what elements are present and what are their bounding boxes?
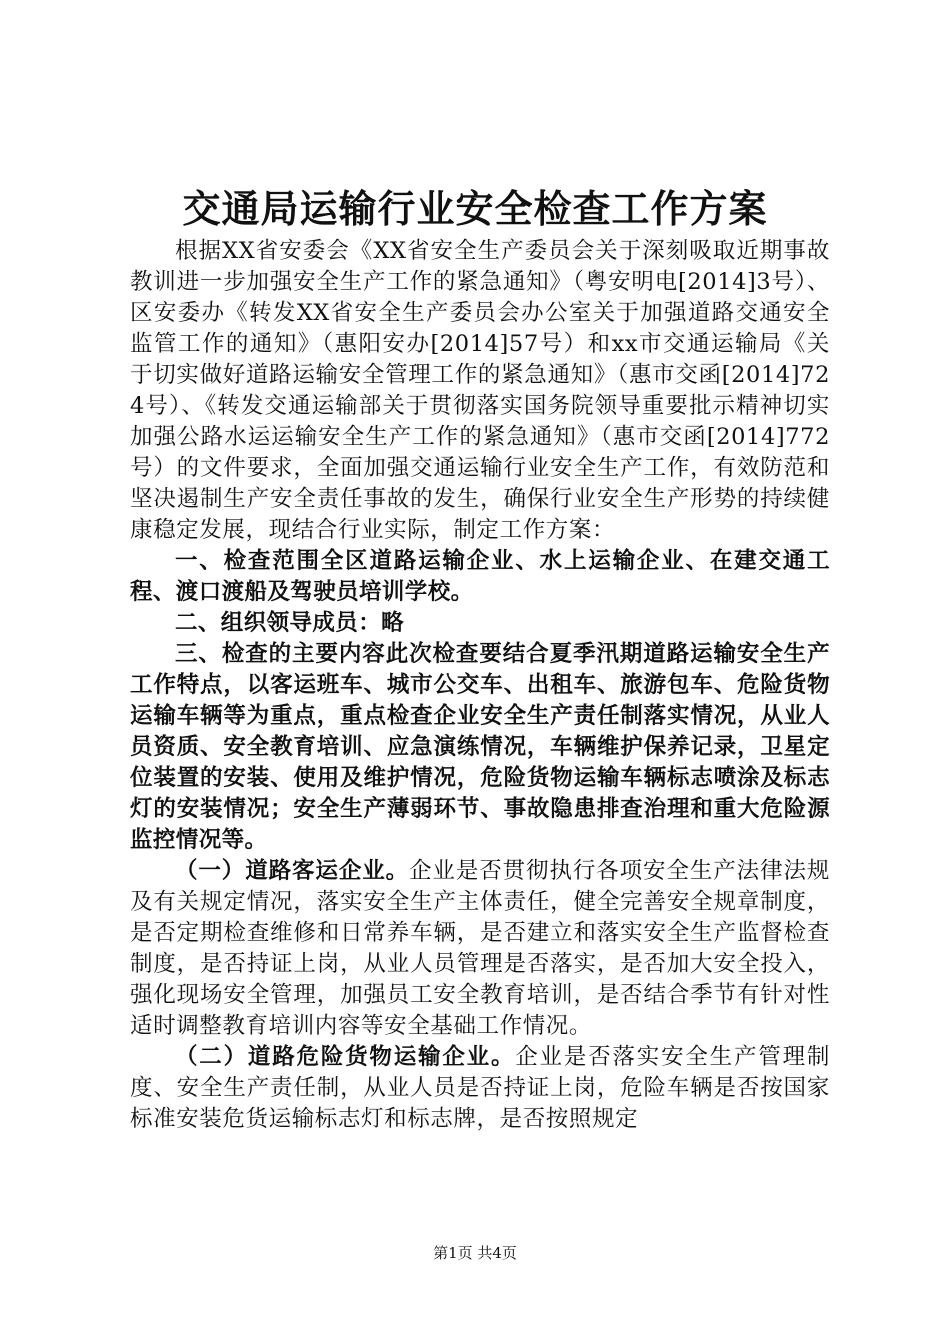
document-title: 交通局运输行业安全检查工作方案 <box>182 186 768 231</box>
section-1-text: 一、检查范围全区道路运输企业、水上运输企业、在建交通工程、渡口渡船及驾驶员培训学校。 <box>130 548 830 605</box>
section-2-leadership <box>130 608 830 639</box>
page-number-footer: 第1页 共4页 <box>433 1244 517 1262</box>
subsection-dangerous-goods <box>130 1042 830 1135</box>
section-3-text: 三、检查的主要内容此次检查要结合夏季汛期道路运输安全生产工作特点，以客运班车、城市公交车、出租车、旅游包车、危险货物运输车辆等为重点，重点检查企业安全生产责任制落实情况，从业人员资质、安全教育培训、应急演练情况，车辆维护保养记录，卫星定位装置的安装、使用及维护情况，危险货物运输车辆标志喷涂及标志灯的安装情况；安全生产薄弱环节、事故隐患排查治理和重大危险源监控情况等。 <box>130 641 830 853</box>
document-body <box>130 236 830 1135</box>
intro-paragraph-text: 根据XX省安委会《XX省安全生产委员会关于深刻吸取近期事故教训进一步加强安全生产工作的紧急通知》（粤安明电[2014]3号）、区安委办《转发XX省安全生产委员会办公室关于加强道路交通安全监管工作的通知》（惠阳安办[2014]57号）和xx市交通运输局《关于切实做好道路运输安全管理工作的紧急通知》（惠市交函[2014]724号）、《转发交通运输部关于贯彻落实国务院领导重要批示精神切实加强公路水运运输安全生产工作的紧急通知》（惠市交函[2014]772号）的文件要求，全面加强交通运输行业安全生产工作，有效防范和坚决遏制生产安全责任事故的发生，确保行业安全生产形势的持续健康稳定发展，现结合行业实际，制定工作方案： <box>130 238 830 543</box>
section-2-text: 二、组织领导成员：略 <box>175 610 405 636</box>
intro-paragraph <box>130 236 830 546</box>
subsection-passenger-transport <box>130 856 830 1042</box>
section-1-scope <box>130 546 830 608</box>
section-3-content <box>130 639 830 856</box>
subsection-dangerous-goods-text: 企业是否落实安全生产管理制度、安全生产责任制，从业人员是否持证上岗，危险车辆是否按国家标准安装危货运输标志灯和标志牌，是否按照规定 <box>130 1044 830 1132</box>
subsection-dangerous-goods-heading: （二）道路危险货物运输企业。 <box>175 1044 516 1070</box>
subsection-passenger-text: 企业是否贯彻执行各项安全生产法律法规及有关规定情况，落实安全生产主体责任，健全完善安全规章制度，是否定期检查维修和日常养车辆，是否建立和落实安全生产监督检查制度，是否持证上岗，从业人员管理是否落实，是否加大安全投入，强化现场安全管理，加强员工安全教育培训，是否结合季节有针对性适时调整教育培训内容等安全基础工作情况。 <box>130 858 830 1039</box>
subsection-passenger-heading: （一）道路客运企业。 <box>175 858 410 884</box>
